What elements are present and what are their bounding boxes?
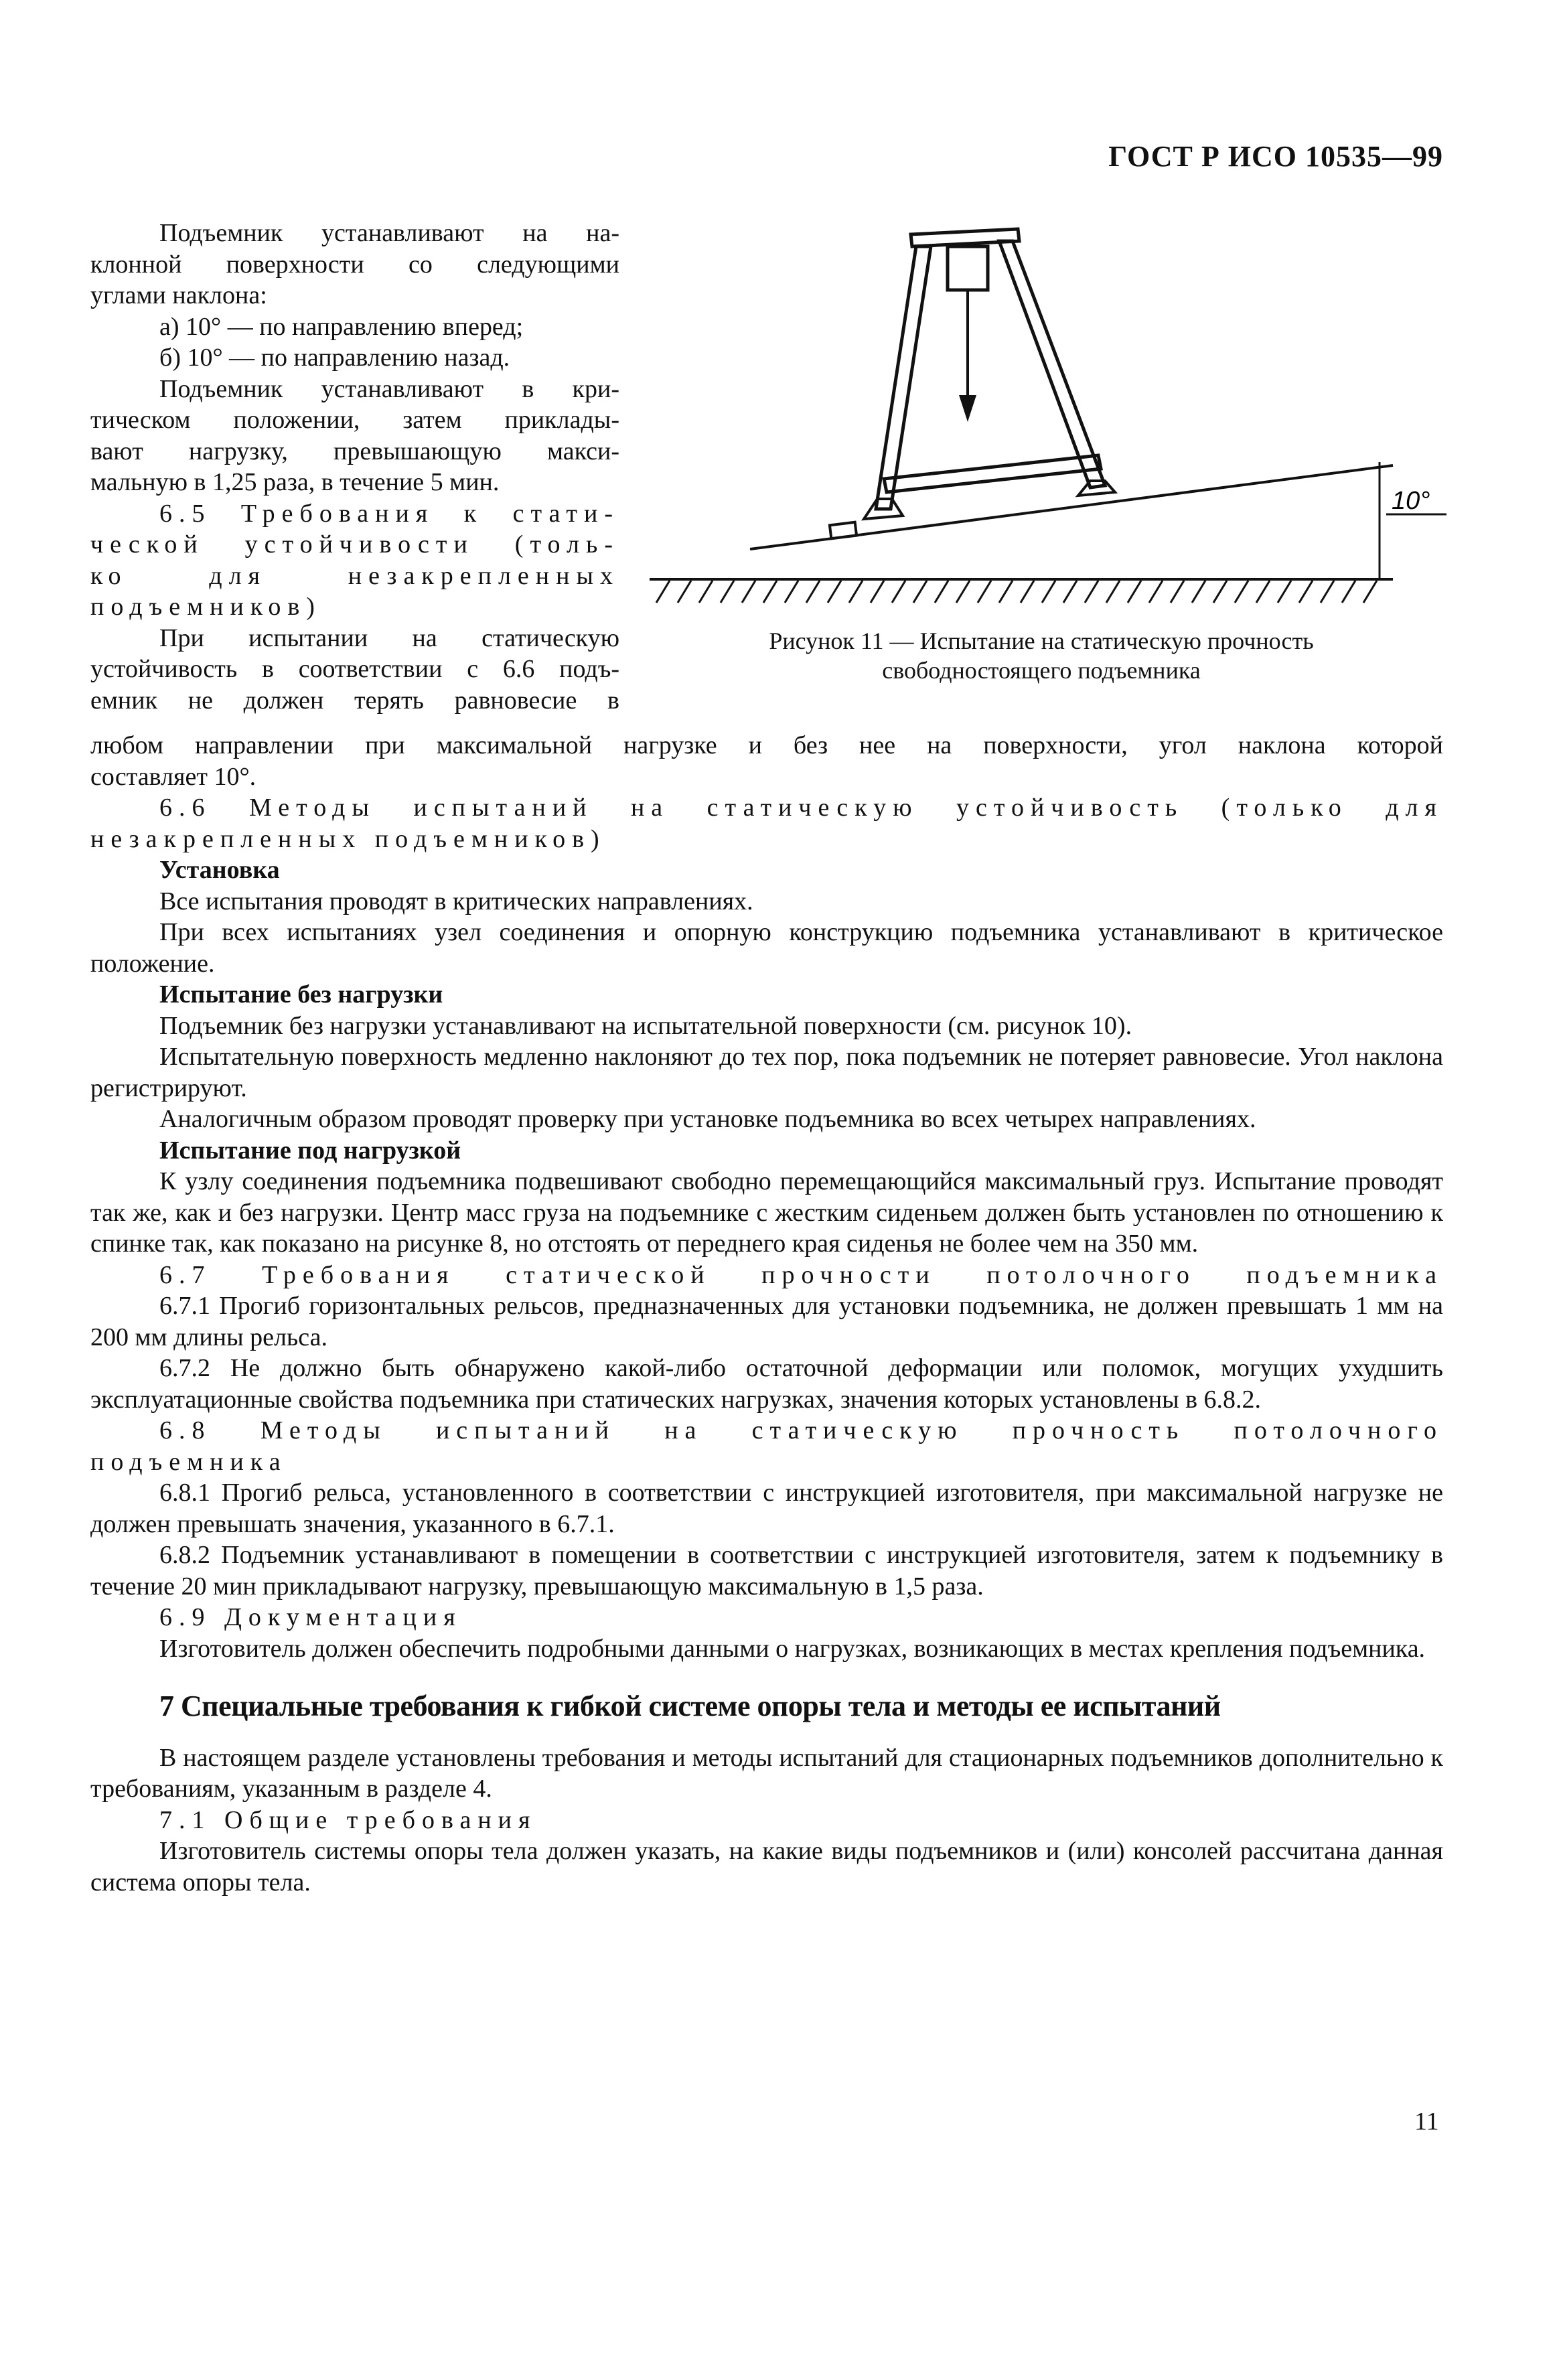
subheading-load: Испытание под нагрузкой [159, 1136, 461, 1165]
caption-line: Рисунок 11 — Испытание на статическую прочность [769, 627, 1314, 654]
page-number: 11 [1414, 2107, 1439, 2136]
text-line: клонной поверхности со следующими [90, 250, 619, 279]
main-text [90, 730, 1443, 1898]
text-line: При испытании на статическую [159, 623, 619, 652]
heading-6-5: подъемников) [90, 593, 321, 621]
text-line: мальную в 1,25 раза, в течение 5 мин. [90, 468, 500, 496]
heading-6-6: незакрепленных подъемников) [90, 824, 606, 853]
list-item: б) 10° — по направлению назад. [159, 344, 510, 372]
paragraph: 6.8.2 Подъемник устанавливают в помещении в соответствии с инструкцией изготовителя, затем к подъемнику в течение 20 мин прикладывают нагрузку, превышающую максимальную в 1,5 раза. [90, 1541, 1443, 1601]
document-id: ГОСТ Р ИСО 10535—99 [1108, 140, 1443, 173]
list-item: а) 10° — по направлению вперед; [159, 312, 524, 341]
heading-6-6: 6.6 Методы испытаний на статическую устойчивость (только для [159, 794, 1443, 822]
paragraph: Подъемник без нагрузки устанавливают на испытательной поверхности (см. рисунок 10). [159, 1011, 1132, 1040]
heading-6-8: 6.8 Методы испытаний на статическую прочность потолочного [159, 1416, 1443, 1444]
paragraph: Изготовитель должен обеспечить подробными данными о нагрузках, возникающих в местах крепления подъемника. [159, 1634, 1426, 1663]
wheel-stop [830, 522, 857, 538]
text-line: Подъемник устанавливают на на- [159, 219, 619, 247]
text-line: емник не должен терять равновесие в [90, 686, 619, 715]
lift-drawing [643, 214, 1473, 636]
paragraph: Изготовитель системы опоры тела должен указать, на какие виды подъемников и (или) консолей рассчитана данная система опоры тела. [90, 1837, 1443, 1896]
text-line: вают нагрузку, превышающую макси- [90, 437, 619, 465]
lift-right-leg [999, 241, 1105, 488]
section-7-title: 7 Специальные требования к гибкой системе опоры тела и методы ее испытаний [159, 1690, 1221, 1722]
paragraph: любом направлении при максимальной нагрузке и без нее на поверхности, угол наклона которой [90, 731, 1443, 759]
paragraph: В настоящем разделе установлены требования и методы испытаний для стационарных подъемников дополнительно к требованиям, указанным в разделе 4. [90, 1743, 1443, 1803]
heading-6-5: 6.5 Требования к стати- [159, 499, 619, 528]
text-line: устойчивость в соответствии с 6.6 подъ- [90, 655, 619, 683]
heading-6-5: ческой устойчивости (толь- [90, 530, 619, 559]
lift-top-bar [911, 229, 1019, 246]
subheading-no-load: Испытание без нагрузки [159, 980, 443, 1009]
paragraph: 6.7.1 Прогиб горизонтальных рельсов, предназначенных для установки подъемника, не должен превышать 1 мм на 200 мм длины рельса. [90, 1292, 1443, 1351]
lift-left-leg [876, 246, 931, 509]
load-block [948, 246, 988, 290]
paragraph: 6.8.1 Прогиб рельса, установленного в соответствии с инструкцией изготовителя, при максимальной нагрузке не должен превышать значения, указанного в 6.7.1. [90, 1479, 1443, 1538]
heading-6-8: подъемника [90, 1447, 287, 1476]
caption-line: свободностоящего подъемника [882, 657, 1201, 684]
left-column-text [90, 218, 619, 716]
paragraph: 6.7.2 Не должно быть обнаружено какой-либо остаточной деформации или поломок, могущих ухудшить эксплуатационные свойства подъемника при статических нагрузках, значения которых установлены в 6.8.2. [90, 1354, 1443, 1414]
subheading-setup: Установка [159, 856, 280, 884]
paragraph: К узлу соединения подъемника подвешивают свободно перемещающийся максимальный груз. Испытание проводят так же, как и без нагрузки. Центр масс груза на подъемнике с жестким сиденьем должен быть установлен по отношению к спинке так, как показано на рисунке 8, но отстоять от переднего края сиденья не более чем на 350 мм. [90, 1167, 1443, 1258]
heading-6-7: 6.7 Требования статической прочности потолочного подъемника [159, 1260, 1443, 1289]
lift-base-bar [884, 455, 1101, 492]
heading-6-9: 6.9 Документация [159, 1603, 462, 1631]
heading-7-1: 7.1 Общие требования [159, 1805, 537, 1834]
text-line: Подъемник устанавливают в кри- [159, 374, 619, 403]
paragraph: Аналогичным образом проводят проверку при установке подъемника во всех четырех направлениях. [159, 1105, 1256, 1133]
angle-label: 10° [1392, 487, 1430, 515]
paragraph: При всех испытаниях узел соединения и опорную конструкцию подъемника устанавливают в критическое положение. [90, 918, 1443, 978]
text-line: тическом положении, затем приклады- [90, 406, 619, 434]
figure-11-lift-diagram [643, 214, 1473, 636]
load-arrow-head [959, 395, 976, 422]
ground-hatching [656, 581, 1377, 603]
figure-caption [653, 626, 1430, 685]
text-line: углами наклона: [90, 281, 267, 309]
paragraph: составляет 10°. [90, 762, 256, 791]
heading-6-5: ко для незакрепленных [90, 561, 619, 590]
paragraph: Испытательную поверхность медленно наклоняют до тех пор, пока подъемник не потеряет равновесие. Угол наклона регистрируют. [90, 1043, 1443, 1102]
paragraph: Все испытания проводят в критических направлениях. [159, 887, 753, 915]
